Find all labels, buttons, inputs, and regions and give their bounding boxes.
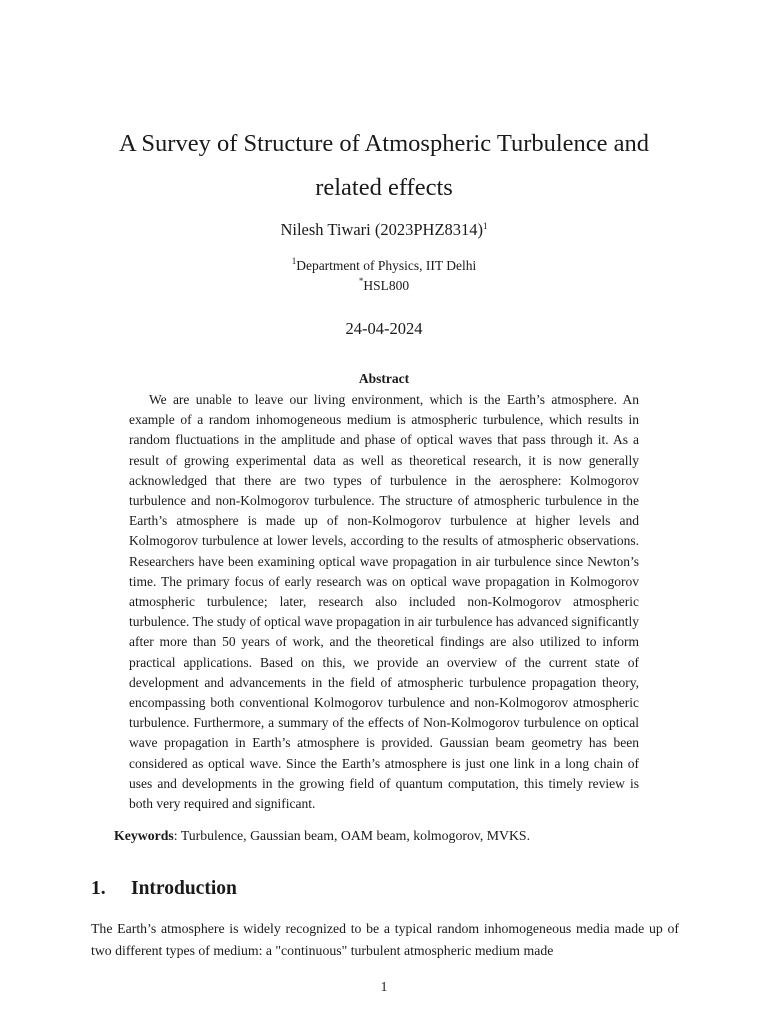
page-number: 1 <box>380 979 388 994</box>
affiliation-superscript: 1 <box>291 256 297 266</box>
abstract-text: We are unable to leave our living environment, which is the Earth’s atmosphere. An example of a random inhomogeneous medium is atmospheric turbulence, which results in random fluctuations in the amplitude and phase of optical waves that pass through it. As a result of growing experimental data as well as theoretical research, it is now generally acknowledged that there are two types of turbulence in the aerosphere: Kolmogorov turbulence and non-Kolmogorov turbulence. The structure of atmospheric turbulence in the Earth’s atmosphere is made up of non-Kolmogorov turbulence at higher levels and Kolmogorov turbulence at lower levels, according to the results of atmospheric observations. Researchers have been examining optical wave propagation in air turbulence since Newton’s time. The primary focus of early research was on optical wave propagation in Kolmogorov atmospheric turbulence; later, research also included non-Kolmogorov atmospheric turbulence. The study of optical wave propagation in air turbulence has advanced significantly after more than 50 years of work, and the theoretical findings are also utilized to inform practical applications. Based on this, we provide an overview of the current state of development and advancements in the field of atmospheric turbulence propagation theory, encompassing both conventional Kolmogorov turbulence and non-Kolmogorov atmospheric turbulence. Furthermore, a summary of the effects of Non-Kolmogorov turbulence on optical wave propagation in Earth’s atmosphere is provided. Gaussian beam geometry has been considered as optical wave. Since the Earth’s atmosphere is just one link in a long chain of uses and developments in the growing field of quantum computation, this timely review is both very required and significant. <box>129 392 639 812</box>
section-title: Introduction <box>131 878 237 899</box>
course-line <box>0 276 768 296</box>
paper-title <box>60 122 708 210</box>
keywords-label: Keywords <box>114 828 174 843</box>
keywords-line <box>114 826 674 846</box>
abstract-heading: Abstract <box>358 371 410 386</box>
introduction-text: The Earth’s atmosphere is widely recognized to be a typical random inhomogeneous media made up of two different types of medium: a "continuous" turbulent atmospheric medium made <box>91 921 679 958</box>
paper-date: 24-04-2024 <box>345 319 423 338</box>
course-text: HSL800 <box>363 278 410 293</box>
title-line-1: A Survey of Structure of Atmospheric Turbulence and <box>118 130 650 157</box>
affiliation-line <box>0 256 768 276</box>
author-line <box>0 219 768 241</box>
title-line-2: related effects <box>315 174 453 201</box>
section-number: 1. <box>91 878 106 899</box>
keywords-text: : Turbulence, Gaussian beam, OAM beam, kolmogorov, MVKS. <box>173 828 531 843</box>
section-heading-introduction <box>91 876 237 902</box>
author-superscript: 1 <box>483 221 488 231</box>
author-name: Nilesh Tiwari (2023PHZ8314) <box>280 220 484 239</box>
course-superscript: * <box>358 276 364 286</box>
affiliation-text: Department of Physics, IIT Delhi <box>296 258 477 273</box>
